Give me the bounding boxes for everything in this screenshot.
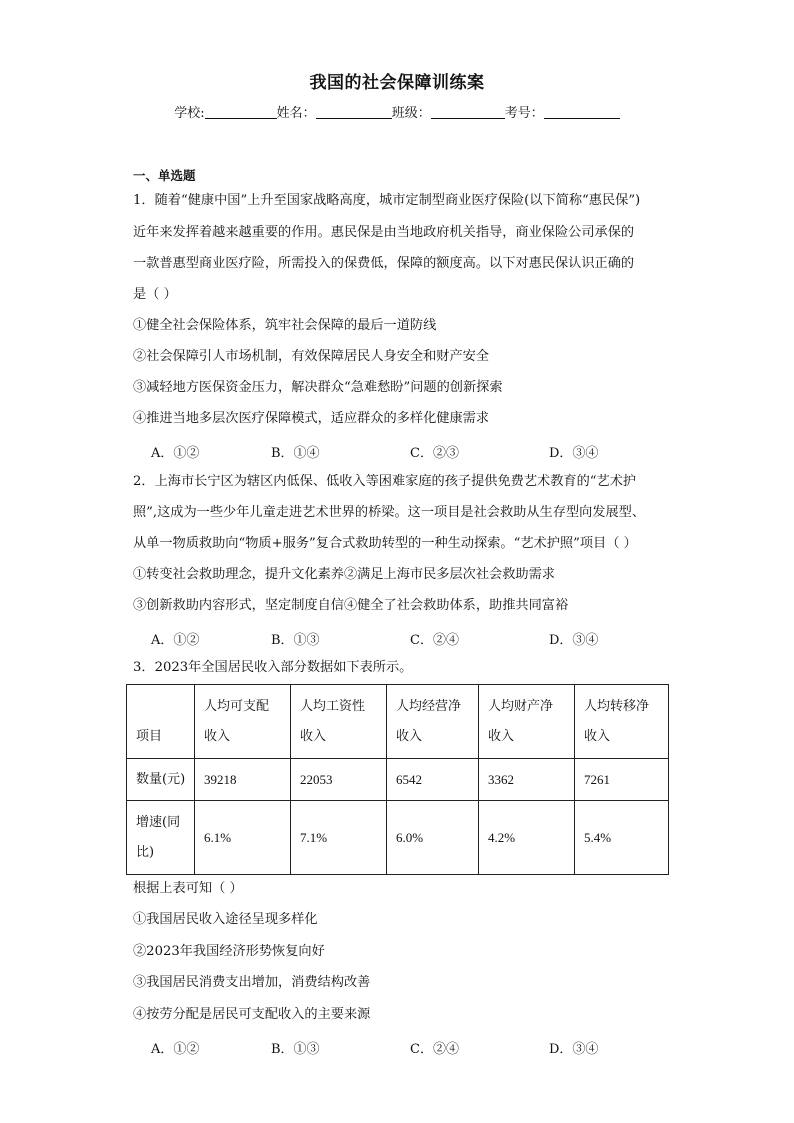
header-text-line1: 人均财产净 <box>488 698 554 714</box>
question-stem-line: 3．2023年全国居民收入部分数据如下表所示。 <box>133 660 413 675</box>
option-b[interactable]: B．①④ <box>271 446 320 461</box>
table-row <box>127 759 669 801</box>
header-text-line2: 收入 <box>396 728 423 744</box>
school-label: 学校: <box>174 106 205 121</box>
option-a[interactable]: A．①② <box>151 446 200 461</box>
option-a[interactable]: A．①② <box>151 1042 200 1057</box>
table-cell: 6542 <box>387 759 479 801</box>
statement-item: ①我国居民收入途径呈现多样化 <box>133 912 318 927</box>
table-header-cell <box>387 685 479 759</box>
question-stem-line: 近年来发挥着越来越重要的作用。惠民保是由当地政府机关指导，商业保险公司承保的 <box>133 225 635 240</box>
table-header-cell <box>291 685 387 759</box>
table-header-cell <box>127 685 195 759</box>
option-d[interactable]: D．③④ <box>549 446 599 461</box>
page-title: 我国的社会保障训练案 <box>309 73 485 93</box>
header-text-line2: 收入 <box>300 728 327 744</box>
option-d[interactable]: D．③④ <box>549 1042 599 1057</box>
statement-item: ④按劳分配是居民可支配收入的主要来源 <box>133 1007 371 1022</box>
income-data-table <box>126 684 669 875</box>
table-cell: 39218 <box>195 759 291 801</box>
row-label-line2: 比) <box>136 844 155 860</box>
option-b[interactable]: B．①③ <box>271 1042 320 1057</box>
table-header-cell <box>195 685 291 759</box>
table-cell: 7.1% <box>291 801 387 875</box>
section-heading: 一、单选题 <box>133 168 196 183</box>
exam-number-label: 考号： <box>504 106 544 121</box>
option-c[interactable]: C．②③ <box>410 446 459 461</box>
header-text-line1: 人均可支配 <box>204 698 270 714</box>
question-stem-line: 2．上海市长宁区为辖区内低保、低收入等困难家庭的孩子提供免费艺术教育的“艺术护 <box>133 474 637 489</box>
question-stem-line: 1．随着“健康中国”上升至国家战略高度，城市定制型商业医疗保险(以下简称“惠民保”) <box>133 193 641 208</box>
exam-number-blank[interactable] <box>544 105 620 119</box>
name-blank[interactable] <box>316 105 392 119</box>
table-cell: 5.4% <box>575 801 669 875</box>
table-cell: 22053 <box>291 759 387 801</box>
question-stem-line: 一款普惠型商业医疗险，所需投入的保费低，保障的额度高。以下对惠民保认识正确的 <box>133 256 635 271</box>
statement-item: ④推进当地多层次医疗保障模式，适应群众的多样化健康需求 <box>133 411 490 426</box>
table-cell: 6.0% <box>387 801 479 875</box>
table-row <box>127 801 669 875</box>
table-cell: 6.1% <box>195 801 291 875</box>
class-blank[interactable] <box>431 105 505 119</box>
table-header-cell <box>575 685 669 759</box>
table-header-cell <box>479 685 575 759</box>
header-text-line1: 人均经营净 <box>396 698 462 714</box>
option-d[interactable]: D．③④ <box>549 633 599 648</box>
table-cell: 4.2% <box>479 801 575 875</box>
statement-item: ③创新救助内容形式，坚定制度自信④健全了社会救助体系，助推共同富裕 <box>133 598 569 613</box>
table-cell: 7261 <box>575 759 669 801</box>
row-label-cell <box>127 801 195 875</box>
question-stem-line: 是（ ） <box>133 287 177 302</box>
school-blank[interactable] <box>205 105 277 119</box>
statement-item: ③减轻地方医保资金压力，解决群众“急难愁盼”问题的创新探索 <box>133 380 503 395</box>
statement-item: ①转变社会救助理念，提升文化素养②满足上海市民多层次社会救助需求 <box>133 567 555 582</box>
student-info-line <box>0 102 794 121</box>
header-text-line2: 收入 <box>584 728 611 744</box>
question-stem-line: 从单一物质救助向“物质+服务”复合式救助转型的一种生动探索。“艺术护照”项目（ ） <box>133 536 637 551</box>
table-cell: 3362 <box>479 759 575 801</box>
question-stem-line: 照”,这成为一些少年儿童走进艺术世界的桥梁。这一项目是社会救助从生存型向发展型、 <box>133 505 646 520</box>
header-text: 项目 <box>136 729 163 744</box>
row-label-cell: 数量(元) <box>127 759 195 801</box>
option-c[interactable]: C．②④ <box>410 1042 459 1057</box>
question-prompt: 根据上表可知（ ） <box>133 881 243 896</box>
row-label-line1: 增速(同 <box>136 814 181 830</box>
table-header-row <box>127 685 669 759</box>
option-c[interactable]: C．②④ <box>410 633 459 648</box>
header-text-line2: 收入 <box>488 728 515 744</box>
header-text-line2: 收入 <box>204 728 231 744</box>
class-label: 班级： <box>391 106 431 121</box>
option-a[interactable]: A．①② <box>151 633 200 648</box>
option-b[interactable]: B．①③ <box>271 633 320 648</box>
statement-item: ②社会保障引人市场机制，有效保障居民人身安全和财产安全 <box>133 349 490 364</box>
header-text-line1: 人均工资性 <box>300 698 366 714</box>
statement-item: ②2023年我国经济形势恢复向好 <box>133 944 325 959</box>
header-text-line1: 人均转移净 <box>584 698 650 714</box>
statement-item: ③我国居民消费支出增加，消费结构改善 <box>133 975 371 990</box>
name-label: 姓名： <box>276 106 316 121</box>
statement-item: ①健全社会保险体系，筑牢社会保障的最后一道防线 <box>133 318 437 333</box>
